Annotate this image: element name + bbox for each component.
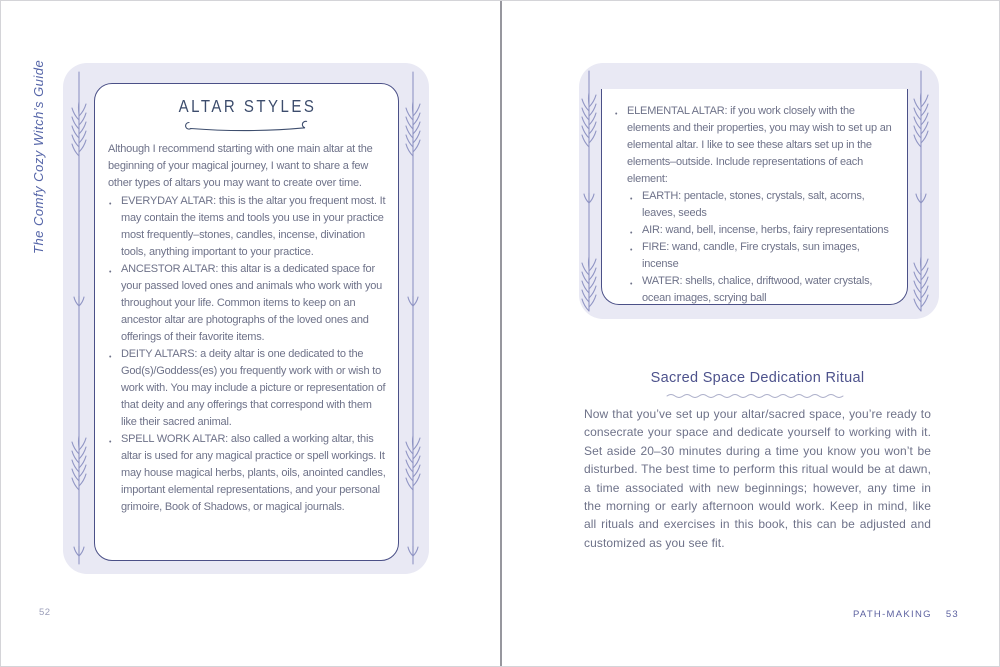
- list-item: • DEITY ALTARS: a deity altar is one dedicated to the God(s)/Goddess(es) you frequently work with or wish to work with. You may include a picture or representation of that deity and any offerings that correspond with them like their sacred animal.: [108, 346, 387, 431]
- vine-ornament: [403, 68, 423, 573]
- ritual-paragraph: Now that you’ve set up your altar/sacred space, you’re ready to consecrate your space and dedicate yourself to working with it. Set aside 20–30 minutes during a time you know you won’t be disturbed. The best time to perform this ritual would be at dawn, a time associated with new beginnings; however, any time in the morning or early afternoon would work. Keep in mind, like all rituals and exercises in this book, this can be adjusted and customized as you see fit.: [584, 407, 931, 550]
- flourish-ornament: [108, 118, 387, 134]
- list-item: • FIRE: wand, candle, Fire crystals, sun images, incense: [629, 239, 894, 273]
- squiggle-underline: [584, 392, 931, 400]
- page-number-right: 53: [945, 609, 959, 620]
- vine-ornament: [911, 67, 931, 320]
- running-footer: [853, 609, 959, 620]
- decorative-panel-left: [63, 63, 429, 574]
- altar-types-list: [108, 193, 387, 516]
- elemental-altar-box: [601, 89, 908, 305]
- elements-list: [629, 188, 894, 307]
- footer-chapter-label: PATH-MAKING: [852, 609, 932, 620]
- page-gutter-divider: [500, 1, 502, 667]
- vine-ornament: [579, 67, 599, 320]
- box-heading-row: [108, 98, 387, 117]
- intro-paragraph: Although I recommend starting with one main altar at the beginning of your magical journey, I want to share a few other types of altars you may want to create over time.: [108, 143, 373, 189]
- box-heading: ALTAR STYLES: [178, 96, 317, 117]
- list-item: • AIR: wand, bell, incense, herbs, fairy representations: [629, 222, 894, 239]
- book-title-vertical: The Comfy Cozy Witch’s Guide: [31, 59, 46, 254]
- list-item: • EARTH: pentacle, stones, crystals, salt, acorns, leaves, seeds: [629, 188, 894, 222]
- list-item: • EVERYDAY ALTAR: this is the altar you frequent most. It may contain the items and tools you use in your practice most frequently–stones, candles, incense, divination tools, anything important to your practice.: [108, 193, 387, 261]
- list-item: • ELEMENTAL ALTAR: if you work closely with the elements and their properties, you may wish to set up an elemental altar. I like to see these altars set up in the elements–outside. Include representations of each element:: [614, 103, 894, 188]
- list-item: • ANCESTOR ALTAR: this altar is a dedicated space for your passed loved ones and animals who work with you throughout your life. Common items to keep on an ancestor altar are photographs of the loved ones and offerings of their favorite items.: [108, 261, 387, 346]
- decorative-panel-right: [579, 63, 939, 319]
- altar-styles-box: [94, 83, 399, 561]
- page-number-left: 52: [39, 607, 51, 618]
- list-item: • SPELL WORK ALTAR: also called a working altar, this altar is used for any magical practice or spell workings. It may house magical herbs, plants, oils, anointed candles, important elemental representations, and your personal grimoire, Book of Shadows, or magical journals.: [108, 431, 387, 516]
- section-heading: Sacred Space Dedication Ritual: [650, 370, 865, 386]
- list-item: • WATER: shells, chalice, driftwood, water crystals, ocean images, scrying ball: [629, 273, 894, 307]
- vine-ornament: [69, 68, 89, 573]
